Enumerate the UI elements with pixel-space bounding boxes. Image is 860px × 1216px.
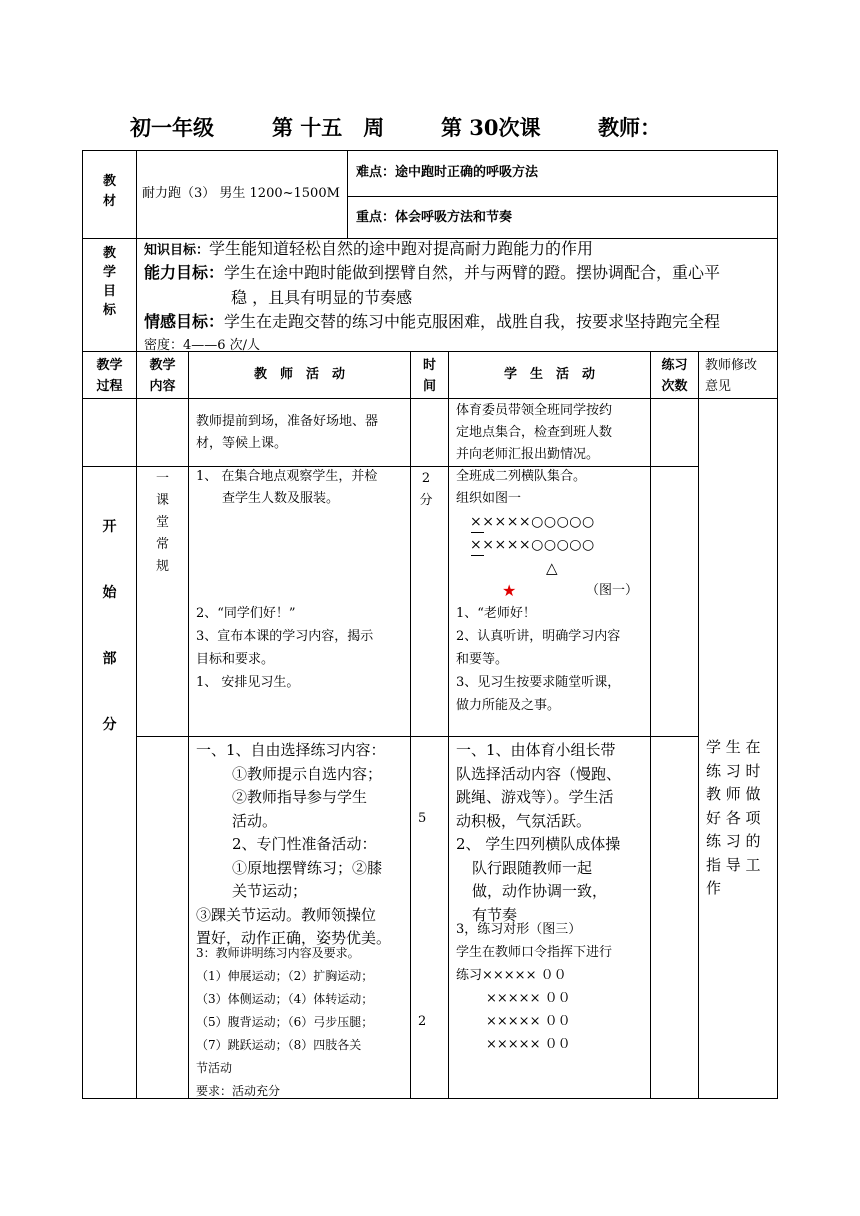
ability-objective: 学生在途中跑时能做到摆臂自然，并与两臂的蹬。摆协调配合，重心平	[224, 263, 721, 282]
formation-row: ××××× ００	[486, 991, 571, 1006]
warmup-exercise-list: 3：教师讲明练习内容及要求。 （1）伸展运动；（2）扩胸运动； （3）体侧运动；（4）体转运动； （5）腹背运动；（6）弓步压腿； （7）跳跃运动；（8）四肢各关 节活动 要求：活动充分	[196, 946, 374, 1098]
teaching-material: 耐力跑（3） 男生 1200~1500M	[142, 186, 340, 201]
routine-teacher-activity-2: 2、“同学们好！” 3、宣布本课的学习内容，揭示 目标和要求。 1、 安排见习生。	[196, 606, 374, 690]
figure-1-caption: （图一）	[586, 583, 639, 598]
routine-teacher-activity-1: 1、 在集合地点观察学生，并检 查学生人数及服装。	[196, 469, 378, 506]
formation-row: ××××× ００	[486, 1037, 571, 1052]
ability-objective-cont: 稳 ，且具有明显的节奏感	[231, 288, 413, 307]
ability-label: 能力目标：	[144, 263, 225, 282]
lesson-header	[0, 112, 860, 146]
formation-row: ×××××○○○○○	[470, 537, 595, 553]
class-routine-label: 一 课 堂 常 规	[155, 471, 169, 574]
week-label: 第 十五 周	[272, 115, 385, 140]
formation-row: ××××× ００	[486, 1014, 571, 1029]
key-point: 重点：体会呼吸方法和节奏	[356, 210, 513, 225]
star-icon: ★	[502, 581, 517, 600]
header-student-activity: 学 生 活 动	[503, 367, 595, 382]
header-process: 教学 过程	[96, 358, 123, 394]
material-row-label: 教 材	[102, 174, 116, 209]
header-revision: 教师修改 意见	[705, 358, 758, 394]
header-practice-count: 练习 次数	[661, 358, 688, 394]
difficulty-point: 难点：途中跑时正确的呼吸方法	[356, 165, 539, 180]
warmup-student-activity: 一、1、由体育小组长带 队选择活动内容（慢跑、 跳绳、游戏等）。学生活 动积极，气氛活跃。 2、 学生四列横队成体操 队行跟随教师一起 做，动作协调一致， 有节奏	[456, 741, 622, 924]
header-time: 时 间	[422, 358, 436, 394]
header-content: 教学 内容	[149, 358, 176, 394]
grade-label: 初一年级	[130, 115, 214, 140]
knowledge-label: 知识目标：	[144, 243, 210, 258]
formation-figure-1	[470, 511, 650, 557]
formation-row: 练习××××× ００	[456, 968, 567, 983]
practice-density: 密度：4——6 次/人	[144, 338, 261, 353]
teacher-position-triangle: △	[546, 559, 558, 577]
emotion-objective: 学生在走跑交替的练习中能克服困难，战胜自我，按要求坚持跑完全程	[224, 312, 721, 331]
warmup-formation: 3，练习对形（图三） 学生在教师口令指挥下进行 练习××××× ００ ××××× ００ ××××× ００ ××××× ００	[456, 918, 650, 1056]
routine-time: 2 分	[419, 471, 433, 508]
prep-student-activity: 体育委员带领全班同学按约 定地点集合，检查到班人数 并向老师汇报出勤情况。	[456, 403, 613, 462]
warmup-time-1: 5	[418, 811, 427, 826]
emotion-label: 情感目标：	[144, 312, 225, 331]
knowledge-objective: 学生能知道轻松自然的途中跑对提高耐力跑能力的作用	[209, 239, 594, 258]
teacher-label: 教师：	[598, 115, 661, 140]
lesson-number-label: 第 30次课	[441, 115, 541, 140]
prep-teacher-activity: 教师提前到场，准备好场地、器 材，等候上课。	[196, 414, 379, 451]
teacher-revision-note: 学 生 在 练 习 时 教 师 做 好 各 项 练 习 的 指 导 工 作	[706, 738, 761, 897]
start-section-label: 开 始 部 分	[102, 519, 117, 733]
formation-row: ×××××○○○○○	[470, 514, 595, 530]
routine-student-activity-2: 1、“老师好！ 2、认真听讲，明确学习内容 和要等。 3、见习生按要求随堂听课， 做力所能及之事。	[456, 606, 621, 713]
routine-student-activity-1: 全班成二列横队集合。 组织如图一	[456, 469, 587, 506]
objectives-row-label: 教 学 目 标	[102, 246, 116, 318]
warmup-teacher-activity: 一、1、自由选择练习内容： ①教师提示自选内容； ②教师指导参与学生 活动。 2、专门性准备活动： ①原地摆臂练习；②膝 关节运动； ③踝关节运动。教师领操位 置好，动作正确，姿势优美。	[196, 741, 392, 947]
warmup-time-2: 2	[418, 1014, 427, 1029]
header-teacher-activity: 教 师 活 动	[253, 367, 345, 382]
objectives-content	[144, 239, 776, 355]
